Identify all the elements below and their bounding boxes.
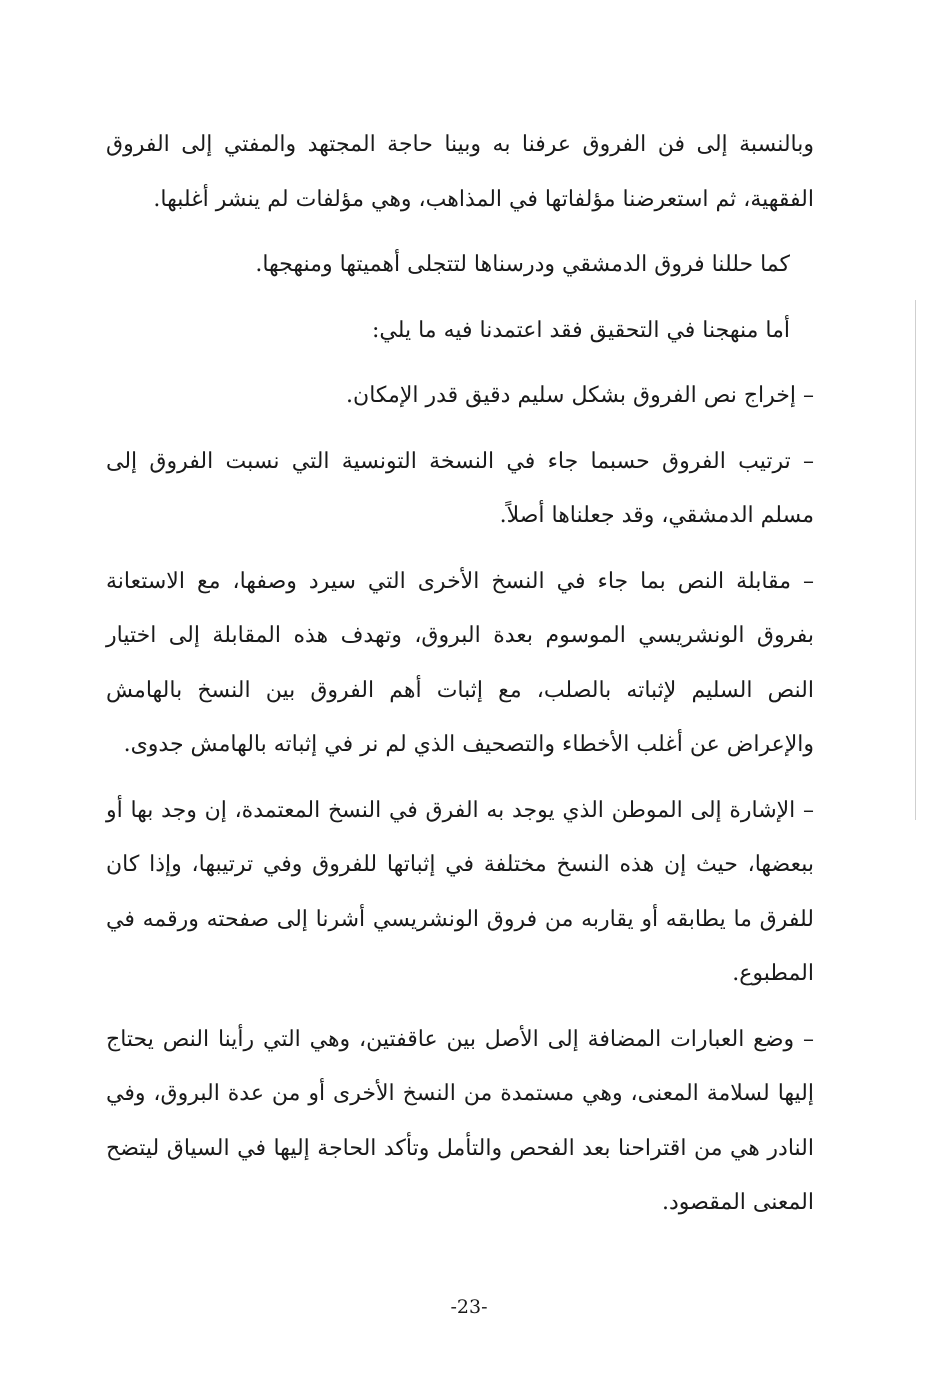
method-item: – وضع العبارات المضافة إلى الأصل بين عاقفتين، وهي التي رأينا النص يحتاج إليها لسلامة المعنى، وهي مستمدة من النسخ الأخرى أو من عدة البروق، وفي النادر هي من اقتراحنا بعد الفحص والتأمل وتأكد الحاجة إليها في السياق ليتضح المعنى المقصود. (106, 1026, 814, 1215)
body-text (106, 118, 814, 1231)
page-edge-line (915, 300, 916, 820)
method-item: – مقابلة النص بما جاء في النسخ الأخرى التي سيرد وصفها، مع الاستعانة بفروق الونشريسي الموسوم بعدة البروق، وتهدف هذه المقابلة إلى اختيار النص السليم لإثباته بالصلب، مع إثبات أهم الفروق بين النسخ بالهامش والإعراض عن أغلب الأخطاء والتصحيف الذي لم نر في إثباته بالهامش جدوى. (106, 568, 814, 757)
page-number: -23- (450, 1296, 488, 1318)
method-item: – الإشارة إلى الموطن الذي يوجد به الفرق في النسخ المعتمدة، إن وجد بها أو ببعضها، حيث إن هذه النسخ مختلفة في إثباتها للفروق وفي ترتيبها، وإذا كان للفرق ما يطابقه أو يقاربه من فروق الونشريسي أشرنا إلى صفحته ورقمه في المطبوع. (106, 797, 814, 986)
analysis-paragraph: كما حللنا فروق الدمشقي ودرسناها لتتجلى أهميتها ومنهجها. (255, 252, 790, 277)
method-item: – إخراج نص الفروق بشكل سليم دقيق قدر الإمكان. (346, 383, 814, 408)
method-heading-paragraph: أما منهجنا في التحقيق فقد اعتمدنا فيه ما يلي: (371, 317, 790, 343)
method-item: – ترتيب الفروق حسبما جاء في النسخة التونسية التي نسبت الفروق إلى مسلم الدمشقي، وقد جعلناها أصلاً. (106, 448, 814, 528)
intro-paragraph: وبالنسبة إلى فن الفروق عرفنا به وبينا حاجة المجتهد والمفتي إلى الفروق الفقهية، ثم استعرضنا مؤلفاتها في المذاهب، وهي مؤلفات لم ينشر أغلبها. (106, 132, 814, 212)
